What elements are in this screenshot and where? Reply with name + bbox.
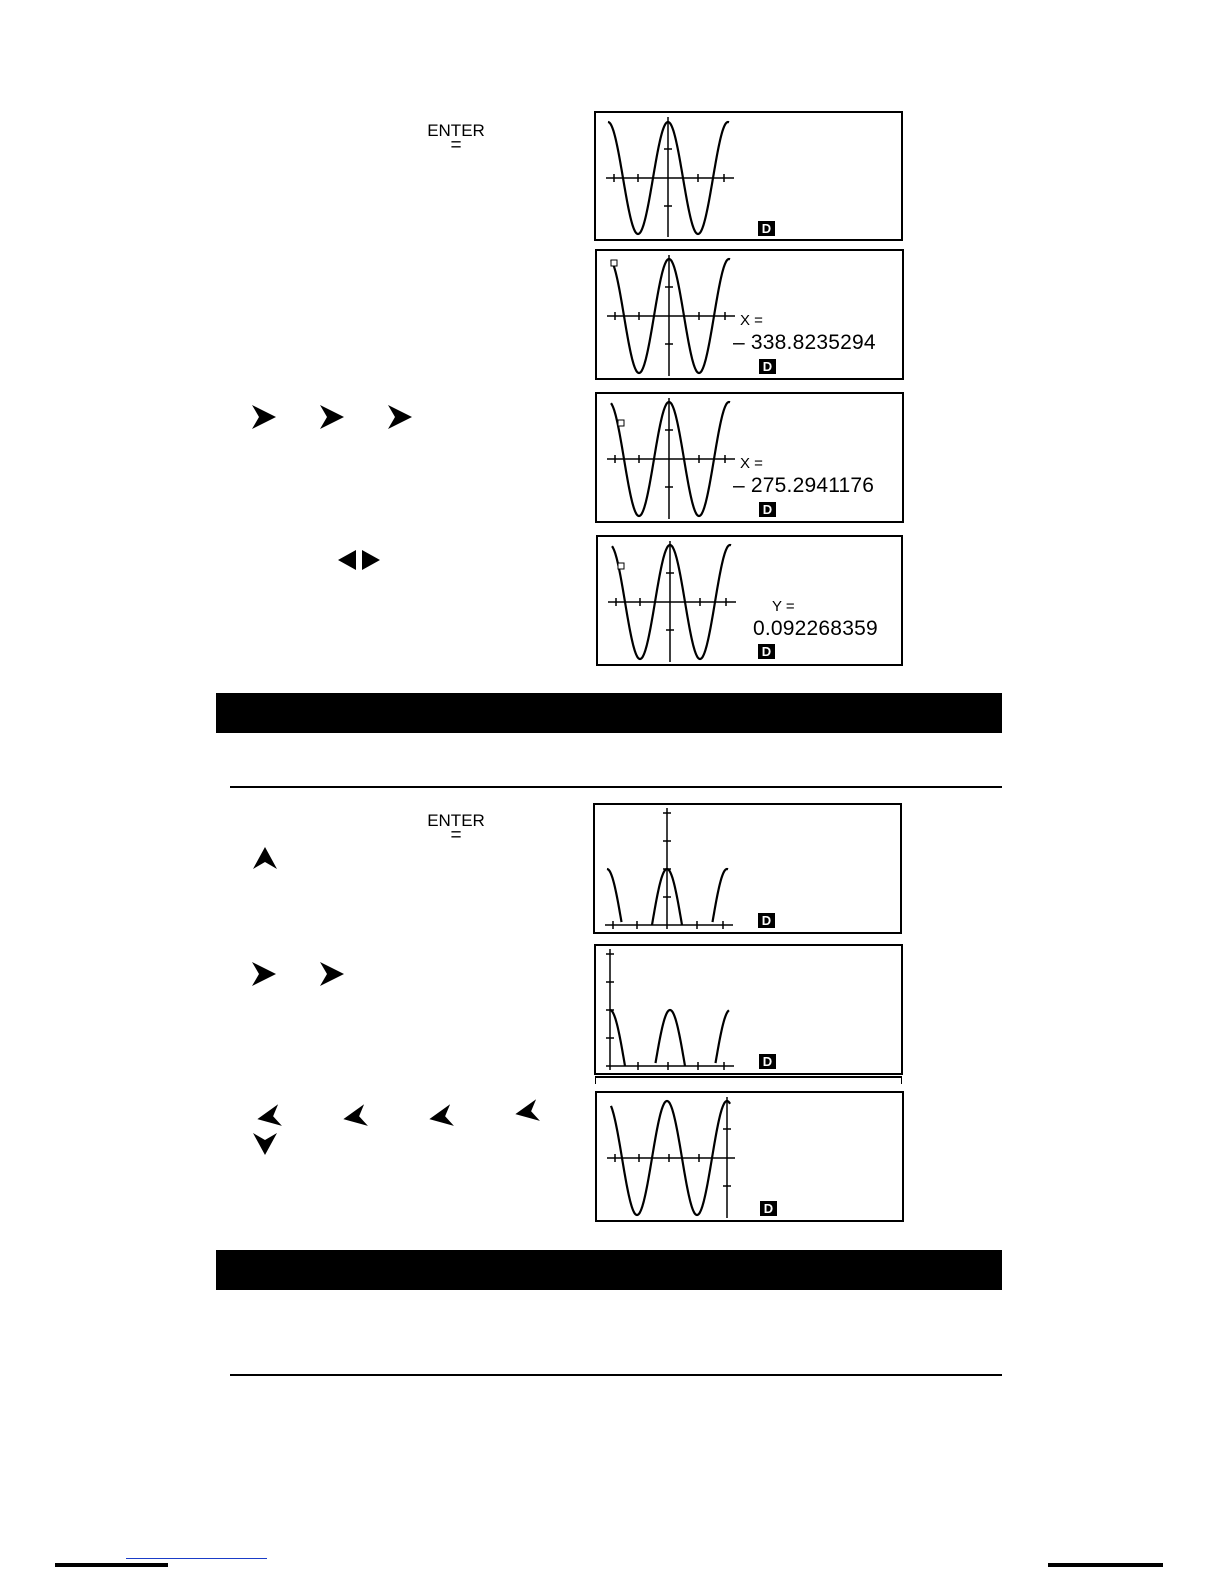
equals-key-label: = bbox=[450, 135, 462, 156]
left-arrow-icon bbox=[428, 1103, 454, 1129]
right-arrow-icon bbox=[318, 404, 346, 430]
graph-plot-6 bbox=[596, 946, 901, 1073]
axes bbox=[607, 398, 735, 519]
footer-bar-left bbox=[55, 1563, 168, 1567]
left-arrow-icon bbox=[342, 1103, 368, 1129]
left-right-arrows-icon bbox=[337, 549, 381, 571]
readout-value: 0.092268359 bbox=[753, 617, 878, 640]
degree-mode-badge: D bbox=[759, 359, 776, 374]
screen-edge-fragment bbox=[595, 1076, 902, 1084]
axes bbox=[608, 541, 736, 662]
readout-value: – 275.2941176 bbox=[733, 474, 875, 497]
footer-bar-right bbox=[1048, 1563, 1163, 1567]
section-header-bar bbox=[216, 693, 1002, 733]
readout-label: Y = bbox=[772, 598, 795, 615]
calculator-screen-3 bbox=[595, 392, 904, 523]
graph-plot-7 bbox=[597, 1093, 902, 1220]
section-header-bar bbox=[216, 1250, 1002, 1290]
calculator-screen-4 bbox=[596, 535, 903, 666]
up-arrow-icon bbox=[252, 846, 278, 870]
degree-mode-badge: D bbox=[758, 913, 775, 928]
right-arrow-icon bbox=[250, 961, 278, 987]
equals-key-label: = bbox=[450, 825, 462, 846]
trace-cursor bbox=[611, 260, 617, 266]
graph-plot-1 bbox=[596, 113, 901, 239]
degree-mode-badge: D bbox=[760, 1201, 777, 1216]
enter-key-label: ENTER bbox=[427, 811, 485, 830]
readout-label: X = bbox=[740, 312, 763, 329]
down-arrow-icon bbox=[252, 1132, 278, 1156]
right-arrow-icon bbox=[250, 404, 278, 430]
axes bbox=[607, 255, 735, 376]
footer-link-underline bbox=[126, 1558, 267, 1559]
axes bbox=[607, 1097, 735, 1218]
section-divider bbox=[230, 1374, 1002, 1376]
section-divider bbox=[230, 786, 1002, 788]
calculator-screen-2 bbox=[595, 249, 904, 380]
trace-cursor bbox=[618, 420, 624, 426]
right-arrow-icon bbox=[318, 961, 346, 987]
graph-plot-4 bbox=[598, 537, 901, 664]
right-arrow-icon bbox=[386, 404, 414, 430]
left-arrow-icon bbox=[256, 1103, 282, 1129]
calculator-screen-1 bbox=[594, 111, 903, 241]
calculator-screen-7 bbox=[595, 1091, 904, 1222]
left-arrow-icon bbox=[514, 1098, 540, 1124]
calculator-screen-6 bbox=[594, 944, 903, 1075]
axes bbox=[606, 117, 734, 237]
degree-mode-badge: D bbox=[759, 1054, 776, 1069]
degree-mode-badge: D bbox=[758, 221, 775, 236]
graph-plot-5 bbox=[595, 805, 900, 932]
enter-key-label: ENTER bbox=[427, 121, 485, 140]
trace-cursor bbox=[618, 563, 624, 569]
readout-value: – 338.8235294 bbox=[733, 331, 876, 354]
calculator-screen-5 bbox=[593, 803, 902, 934]
curve bbox=[610, 1010, 729, 1066]
readout-label: X = bbox=[740, 455, 763, 472]
degree-mode-badge: D bbox=[758, 644, 775, 659]
degree-mode-badge: D bbox=[759, 502, 776, 517]
